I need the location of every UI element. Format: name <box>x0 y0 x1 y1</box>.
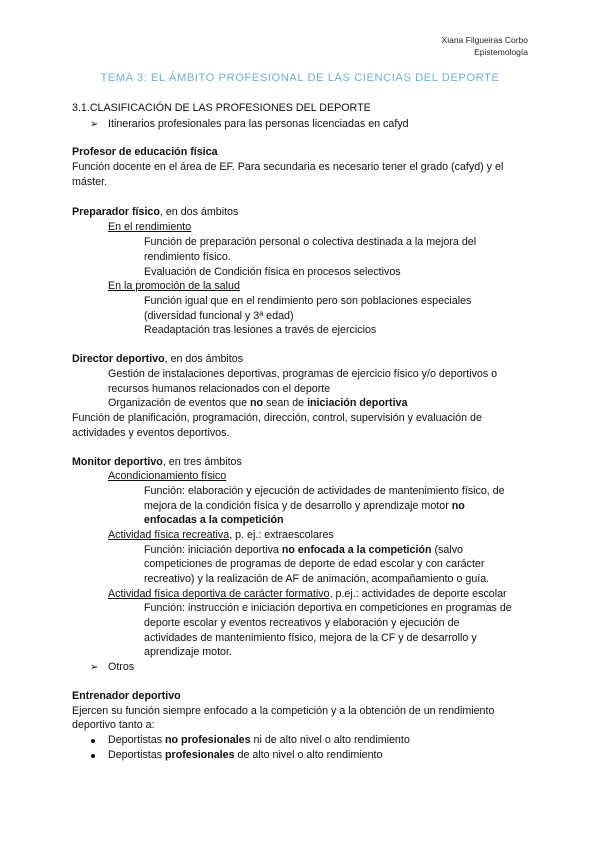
arrow-bullet-icon: ➢ <box>90 119 99 130</box>
monitor-a1-line-1: Función: elaboración y ejecución de actividades de mantenimiento físico, de <box>144 485 505 497</box>
director-heading-line <box>72 352 243 367</box>
header-author: Xiana Filgueiras Corbo <box>441 35 528 45</box>
profesor-line-1: Función docente en el área de EF. Para secundaria es necesario tener el grado (cafyd) y el <box>72 161 504 173</box>
monitor-a2-line-1-post: (salvo <box>431 544 463 556</box>
monitor-heading-line <box>72 455 242 470</box>
monitor-a3-line-2: deporte escolar y eventos recreativos y elaboración y ejecución de <box>144 617 460 629</box>
monitor-a1-line-2-bold: no <box>451 500 465 512</box>
monitor-sub-acondicionamiento: Acondicionamiento físico <box>108 470 227 482</box>
monitor-sub-recreativa-suffix: , p. ej.: extraescolares <box>229 529 334 541</box>
monitor-a2-line-1-bold: no enfocada a la competición <box>281 544 432 556</box>
entrenador-line-1: Ejercen su función siempre enfocado a la competición y a la obtención de un rendimiento <box>72 705 495 717</box>
director-heading: Director deportivo <box>72 353 165 365</box>
monitor-a2-line-3: recreativo) y la realización de AF de animación, acompañamiento o guía. <box>144 573 490 585</box>
director-line-3-bold-iniciacion: iniciación deportiva <box>307 397 408 409</box>
monitor-a3-line-3: actividades de mantenimiento físico, mejora de la CF y de desarrollo y <box>144 632 477 644</box>
monitor-sub-formativo: Actividad física deportiva de carácter formativo <box>108 588 330 600</box>
monitor-a3-line-1: Función: instrucción e iniciación deportiva en competiciones en programas de <box>144 602 512 614</box>
monitor-a3-line-4: aprendizaje motor. <box>144 646 232 658</box>
director-line-3-bold-no: no <box>250 397 264 409</box>
director-line-3-pre: Organización de eventos que <box>108 397 251 409</box>
monitor-sub-recreativa: Actividad física recreativa <box>108 529 230 541</box>
monitor-sub-formativo-line <box>108 587 507 602</box>
monitor-heading: Monitor deportivo <box>72 456 163 468</box>
monitor-otros: Otros <box>108 661 135 673</box>
entrenador-bullet-2-pre: Deportistas <box>108 749 166 761</box>
monitor-sub-formativo-suffix: , p.ej.: actividades de deporte escolar <box>329 588 507 600</box>
director-line-1: Gestión de instalaciones deportivas, programas de ejercicio físico y/o deportivos o <box>108 368 498 380</box>
monitor-a1-line-3: enfocadas a la competición <box>144 514 284 526</box>
entrenador-heading: Entrenador deportivo <box>72 690 181 702</box>
profesor-heading: Profesor de educación física <box>72 146 218 158</box>
preparador-sub-salud: En la promoción de la salud <box>108 280 240 292</box>
director-line-2: recursos humanos relacionados con el deporte <box>108 383 331 395</box>
preparador-salud-line-1: Función igual que en el rendimiento pero son poblaciones especiales <box>144 295 472 307</box>
preparador-heading: Preparador físico <box>72 206 160 218</box>
monitor-heading-suffix: , en tres ámbitos <box>162 456 242 468</box>
header-subject: Epistemología <box>474 47 528 57</box>
profesor-line-2: máster. <box>72 176 108 188</box>
preparador-sub-rendimiento: En el rendimiento <box>108 221 192 233</box>
page-title: TEMA 3: EL ÁMBITO PROFESIONAL DE LAS CIENCIAS DEL DEPORTE <box>100 72 500 84</box>
monitor-a1-line-2-text: mejora de la condición física y de desarrollo y aprendizaje motor <box>144 500 452 512</box>
preparador-salud-line-2: (diversidad funcional y 3ª edad) <box>144 310 294 322</box>
bullet-dot-icon <box>91 739 95 743</box>
director-line-3-mid: sean de <box>263 397 308 409</box>
preparador-salud-line-3: Readaptación tras lesiones a través de ejercicios <box>144 324 377 336</box>
entrenador-bullet-1-post: ni de alto nivel o alto rendimiento <box>250 734 410 746</box>
preparador-heading-suffix: , en dos ámbitos <box>159 206 239 218</box>
preparador-rend-line-3: Evaluación de Condición física en procesos selectivos <box>144 266 401 278</box>
section-arrow-item: Itinerarios profesionales para las personas licenciadas en cafyd <box>108 118 409 130</box>
director-line-5: actividades y eventos deportivos. <box>72 427 230 439</box>
entrenador-bullet-2-bold: profesionales <box>165 749 235 761</box>
preparador-heading-line <box>72 205 238 220</box>
section-heading: 3.1.CLASIFICACIÓN DE LAS PROFESIONES DEL DEPORTE <box>72 102 371 114</box>
arrow-bullet-icon: ➢ <box>90 662 99 673</box>
director-line-4: Función de planificación, programación, dirección, control, supervisión y evaluación de <box>72 412 482 424</box>
monitor-a1-line-2 <box>144 499 465 514</box>
preparador-rend-line-1: Función de preparación personal o colectiva destinada a la mejora del <box>144 236 477 248</box>
entrenador-line-2: deportivo tanto a: <box>72 719 155 731</box>
entrenador-bullet-1 <box>108 733 410 748</box>
monitor-a2-line-1-pre: Función: iniciación deportiva <box>144 544 282 556</box>
monitor-sub-recreativa-line <box>108 528 334 543</box>
preparador-rend-line-2: rendimiento físico. <box>144 251 231 263</box>
director-heading-suffix: , en dos ámbitos <box>164 353 244 365</box>
director-line-3 <box>108 396 407 411</box>
monitor-a2-line-1 <box>144 543 463 558</box>
entrenador-bullet-1-bold: no profesionales <box>165 734 251 746</box>
entrenador-bullet-2 <box>108 748 382 763</box>
entrenador-bullet-2-post: de alto nivel o alto rendimiento <box>234 749 383 761</box>
monitor-a2-line-2: competiciones de programas de deporte de edad escolar y con carácter <box>144 558 485 570</box>
bullet-dot-icon <box>91 754 95 758</box>
entrenador-bullet-1-pre: Deportistas <box>108 734 166 746</box>
